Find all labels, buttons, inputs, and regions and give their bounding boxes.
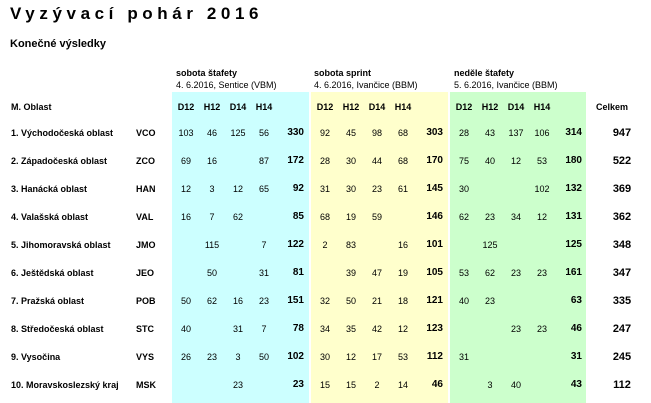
row-points-cell: 62 bbox=[232, 212, 243, 222]
row-points-cell: 56 bbox=[258, 128, 269, 138]
row-total: 347 bbox=[612, 267, 632, 279]
row-points-cell: 103 bbox=[178, 128, 194, 138]
row-points-cell: 31 bbox=[319, 184, 330, 194]
row-event-sum: 23 bbox=[292, 379, 304, 390]
row-event-sum: 31 bbox=[570, 351, 582, 362]
row-event-sum: 146 bbox=[426, 211, 443, 222]
row-points-cell: 35 bbox=[345, 324, 356, 334]
row-rank-area: 10. Moravskoslezský kraj bbox=[11, 380, 119, 390]
row-points-cell: 23 bbox=[484, 296, 495, 306]
row-points-cell: 68 bbox=[397, 156, 408, 166]
row-points-cell: 98 bbox=[371, 128, 382, 138]
row-event-sum: 112 bbox=[426, 351, 443, 362]
row-rank-area: 9. Vysočina bbox=[11, 352, 61, 362]
row-points-cell: 30 bbox=[319, 352, 330, 362]
category-header-e1-0: D12 bbox=[177, 102, 195, 112]
row-points-cell: 69 bbox=[180, 156, 191, 166]
row-points-cell: 16 bbox=[206, 156, 217, 166]
row-abbreviation: ZCO bbox=[136, 156, 155, 166]
row-points-cell: 40 bbox=[484, 156, 495, 166]
row-points-cell: 30 bbox=[458, 184, 469, 194]
row-points-cell: 7 bbox=[209, 212, 215, 222]
row-abbreviation: POB bbox=[136, 296, 156, 306]
row-abbreviation: JEO bbox=[136, 268, 155, 278]
row-points-cell: 47 bbox=[371, 268, 382, 278]
row-points-cell: 3 bbox=[487, 380, 493, 390]
row-points-cell: 23 bbox=[206, 352, 217, 362]
row-event-sum: 46 bbox=[570, 323, 582, 334]
row-points-cell: 53 bbox=[397, 352, 408, 362]
row-points-cell: 23 bbox=[258, 296, 269, 306]
row-rank-area: 6. Ještědská oblast bbox=[11, 268, 94, 278]
row-total: 247 bbox=[612, 323, 632, 335]
row-rank-area: 2. Západočeská oblast bbox=[11, 156, 108, 166]
row-points-cell: 28 bbox=[319, 156, 330, 166]
row-total: 245 bbox=[612, 351, 632, 363]
row-points-cell: 50 bbox=[258, 352, 269, 362]
row-points-cell: 7 bbox=[261, 240, 267, 250]
total-header: Celkem bbox=[596, 102, 629, 112]
row-total: 522 bbox=[612, 155, 632, 167]
row-event-sum: 123 bbox=[426, 323, 443, 334]
row-event-sum: 102 bbox=[287, 351, 304, 362]
row-event-sum: 151 bbox=[287, 295, 304, 306]
category-header-e3-2: D14 bbox=[507, 102, 525, 112]
row-points-cell: 16 bbox=[397, 240, 408, 250]
row-abbreviation: VCO bbox=[136, 128, 156, 138]
row-points-cell: 31 bbox=[458, 352, 469, 362]
category-header-e2-1: H12 bbox=[342, 102, 360, 112]
row-total: 369 bbox=[612, 183, 632, 195]
row-points-cell: 115 bbox=[204, 240, 220, 250]
row-points-cell: 106 bbox=[534, 128, 550, 138]
row-points-cell: 12 bbox=[536, 212, 547, 222]
row-points-cell: 14 bbox=[397, 380, 408, 390]
row-points-cell: 32 bbox=[319, 296, 330, 306]
row-event-sum: 132 bbox=[565, 183, 582, 194]
row-event-sum: 172 bbox=[287, 155, 304, 166]
category-header-e1-1: H12 bbox=[203, 102, 221, 112]
event-3-info: 5. 6.2016, Ivančice (BBM) bbox=[454, 80, 558, 90]
row-points-cell: 34 bbox=[510, 212, 521, 222]
row-abbreviation: VYS bbox=[136, 352, 155, 362]
row-event-sum: 85 bbox=[292, 211, 304, 222]
row-event-sum: 314 bbox=[565, 127, 582, 138]
row-event-sum: 303 bbox=[426, 127, 443, 138]
row-points-cell: 53 bbox=[536, 156, 547, 166]
event-1-name: sobota štafety bbox=[176, 68, 238, 78]
row-event-sum: 43 bbox=[570, 379, 582, 390]
row-points-cell: 7 bbox=[261, 324, 267, 334]
row-points-cell: 19 bbox=[397, 268, 408, 278]
row-points-cell: 137 bbox=[508, 128, 524, 138]
row-event-sum: 105 bbox=[426, 267, 443, 278]
row-points-cell: 12 bbox=[345, 352, 356, 362]
row-rank-area: 7. Pražská oblast bbox=[11, 296, 85, 306]
row-points-cell: 62 bbox=[484, 268, 495, 278]
row-points-cell: 53 bbox=[458, 268, 469, 278]
row-points-cell: 30 bbox=[345, 184, 356, 194]
category-header-e1-2: D14 bbox=[229, 102, 247, 112]
category-header-e3-0: D12 bbox=[455, 102, 473, 112]
row-points-cell: 17 bbox=[371, 352, 382, 362]
row-points-cell: 12 bbox=[180, 184, 191, 194]
row-points-cell: 12 bbox=[232, 184, 243, 194]
row-total: 112 bbox=[613, 379, 631, 391]
row-event-sum: 170 bbox=[426, 155, 443, 166]
row-points-cell: 40 bbox=[458, 296, 469, 306]
page-subtitle: Konečné výsledky bbox=[10, 38, 106, 50]
row-points-cell: 34 bbox=[319, 324, 330, 334]
row-points-cell: 16 bbox=[180, 212, 191, 222]
row-total: 348 bbox=[612, 239, 632, 251]
row-event-sum: 101 bbox=[426, 239, 443, 250]
row-rank-area: 1. Východočeská oblast bbox=[11, 128, 114, 138]
row-points-cell: 30 bbox=[345, 156, 356, 166]
row-event-sum: 46 bbox=[431, 379, 443, 390]
row-abbreviation: STC bbox=[136, 324, 154, 334]
row-points-cell: 75 bbox=[458, 156, 469, 166]
row-points-cell: 18 bbox=[397, 296, 408, 306]
row-rank-area: 8. Středočeská oblast bbox=[11, 324, 104, 334]
row-points-cell: 40 bbox=[180, 324, 191, 334]
category-header-e3-3: H14 bbox=[533, 102, 551, 112]
row-points-cell: 44 bbox=[371, 156, 382, 166]
row-points-cell: 68 bbox=[397, 128, 408, 138]
row-points-cell: 46 bbox=[206, 128, 217, 138]
category-header-e2-3: H14 bbox=[394, 102, 412, 112]
row-points-cell: 15 bbox=[345, 380, 356, 390]
row-points-cell: 3 bbox=[209, 184, 215, 194]
row-points-cell: 31 bbox=[258, 268, 269, 278]
row-total: 362 bbox=[612, 211, 632, 223]
category-header-e2-2: D14 bbox=[368, 102, 386, 112]
row-points-cell: 87 bbox=[258, 156, 269, 166]
row-abbreviation: MSK bbox=[136, 380, 156, 390]
row-points-cell: 43 bbox=[484, 128, 495, 138]
row-event-sum: 92 bbox=[292, 183, 304, 194]
event-2-name: sobota sprint bbox=[314, 68, 372, 78]
event-3-name: neděle štafety bbox=[454, 68, 515, 78]
row-points-cell: 62 bbox=[206, 296, 217, 306]
row-points-cell: 45 bbox=[345, 128, 356, 138]
row-points-cell: 12 bbox=[397, 324, 408, 334]
row-points-cell: 23 bbox=[536, 324, 547, 334]
row-abbreviation: VAL bbox=[136, 212, 154, 222]
row-points-cell: 83 bbox=[345, 240, 356, 250]
row-event-sum: 81 bbox=[292, 267, 304, 278]
row-event-sum: 125 bbox=[565, 239, 582, 250]
row-points-cell: 3 bbox=[235, 352, 241, 362]
row-points-cell: 125 bbox=[482, 240, 498, 250]
category-header-e1-3: H14 bbox=[255, 102, 273, 112]
row-points-cell: 23 bbox=[510, 268, 521, 278]
row-points-cell: 23 bbox=[484, 212, 495, 222]
row-points-cell: 16 bbox=[232, 296, 243, 306]
row-points-cell: 102 bbox=[534, 184, 550, 194]
row-event-sum: 63 bbox=[570, 295, 582, 306]
page-title: Vyzývací pohár 2016 bbox=[10, 4, 264, 23]
row-points-cell: 68 bbox=[319, 212, 330, 222]
row-event-sum: 122 bbox=[287, 239, 304, 250]
row-points-cell: 21 bbox=[371, 296, 382, 306]
category-header-e2-0: D12 bbox=[316, 102, 334, 112]
row-points-cell: 23 bbox=[371, 184, 382, 194]
row-points-cell: 31 bbox=[232, 324, 243, 334]
row-points-cell: 92 bbox=[319, 128, 330, 138]
row-event-sum: 145 bbox=[426, 183, 443, 194]
row-points-cell: 15 bbox=[319, 380, 330, 390]
rank-area-header: M. Oblast bbox=[11, 102, 52, 112]
row-points-cell: 42 bbox=[371, 324, 382, 334]
row-points-cell: 19 bbox=[345, 212, 356, 222]
row-points-cell: 61 bbox=[397, 184, 408, 194]
row-rank-area: 5. Jihomoravská oblast bbox=[11, 240, 111, 250]
row-event-sum: 161 bbox=[565, 267, 582, 278]
row-rank-area: 3. Hanácká oblast bbox=[11, 184, 88, 194]
row-points-cell: 23 bbox=[510, 324, 521, 334]
row-points-cell: 62 bbox=[458, 212, 469, 222]
row-total: 947 bbox=[612, 127, 632, 139]
row-abbreviation: JMO bbox=[136, 240, 156, 250]
row-event-sum: 78 bbox=[292, 323, 304, 334]
row-points-cell: 65 bbox=[258, 184, 269, 194]
row-points-cell: 2 bbox=[374, 380, 380, 390]
row-points-cell: 28 bbox=[458, 128, 469, 138]
row-total: 335 bbox=[612, 295, 632, 307]
row-event-sum: 330 bbox=[287, 127, 304, 138]
row-points-cell: 40 bbox=[510, 380, 521, 390]
row-event-sum: 180 bbox=[565, 155, 582, 166]
event-1-info: 4. 6.2016, Sentice (VBM) bbox=[176, 80, 277, 90]
row-points-cell: 23 bbox=[536, 268, 547, 278]
row-points-cell: 59 bbox=[371, 212, 382, 222]
category-header-e3-1: H12 bbox=[481, 102, 499, 112]
row-points-cell: 12 bbox=[510, 156, 521, 166]
row-points-cell: 23 bbox=[232, 380, 243, 390]
row-event-sum: 131 bbox=[565, 211, 582, 222]
row-abbreviation: HAN bbox=[136, 184, 156, 194]
row-points-cell: 50 bbox=[180, 296, 191, 306]
row-event-sum: 121 bbox=[426, 295, 443, 306]
row-points-cell: 50 bbox=[345, 296, 356, 306]
event-2-info: 4. 6.2016, Ivančice (BBM) bbox=[314, 80, 418, 90]
row-points-cell: 50 bbox=[206, 268, 217, 278]
row-points-cell: 26 bbox=[180, 352, 191, 362]
row-points-cell: 125 bbox=[230, 128, 246, 138]
row-rank-area: 4. Valašská oblast bbox=[11, 212, 89, 222]
row-points-cell: 2 bbox=[322, 240, 328, 250]
row-points-cell: 39 bbox=[345, 268, 356, 278]
